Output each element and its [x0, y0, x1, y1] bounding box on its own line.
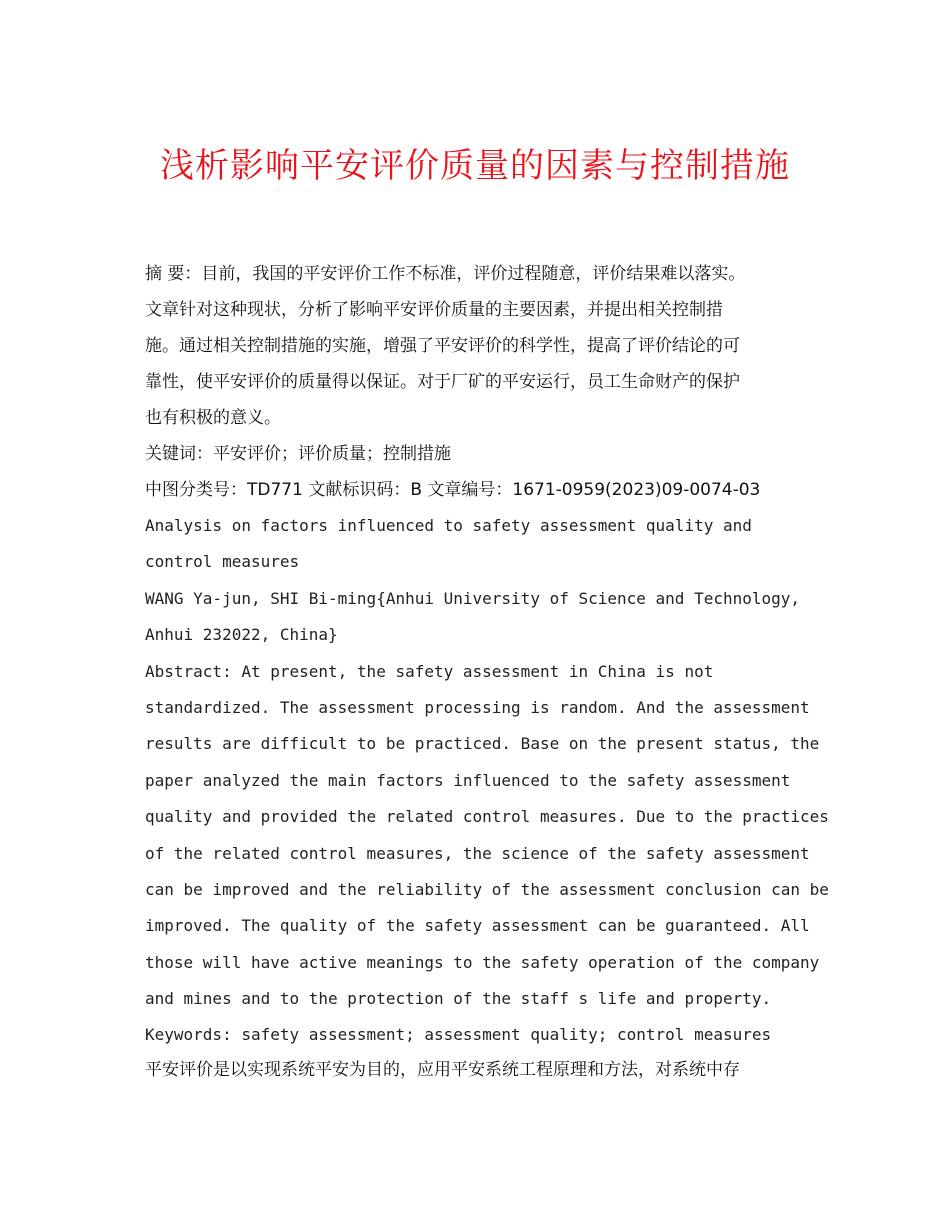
- chinese-abstract-line: 靠性，使平安评价的质量得以保证。对于厂矿的平安运行，员工生命财产的保护: [145, 372, 740, 392]
- english-abstract-line: standardized. The assessment processing is random. And the assessment: [145, 698, 810, 718]
- body-paragraph-start: 平安评价是以实现系统平安为目的，应用平安系统工程原理和方法，对系统中存: [145, 1059, 740, 1080]
- english-abstract-line: of the related control measures, the science of the safety assessment: [145, 843, 810, 863]
- english-abstract-line: quality and provided the related control measures. Due to the practices: [145, 807, 829, 827]
- english-keywords: Keywords: safety assessment; assessment quality; control measures: [145, 1024, 772, 1044]
- document-body: [145, 256, 829, 1088]
- english-abstract-line: those will have active meanings to the safety operation of the company: [145, 952, 820, 972]
- chinese-abstract: [145, 256, 815, 436]
- english-abstract-line: Abstract: At present, the safety assessment in China is not: [145, 661, 714, 681]
- english-abstract-line: paper analyzed the main factors influenced to the safety assessment: [145, 770, 791, 790]
- english-title: [145, 508, 815, 581]
- english-abstract: [145, 654, 829, 1018]
- english-abstract-line: can be improved and the reliability of the assessment conclusion can be: [145, 880, 829, 900]
- english-title-line: control measures: [145, 552, 300, 572]
- english-abstract-line: results are difficult to be practiced. Base on the present status, the: [145, 734, 820, 754]
- chinese-keywords: 关键词：平安评价；评价质量；控制措施: [145, 444, 451, 464]
- chinese-abstract-line: 施。通过相关控制措施的实施，增强了平安评价的科学性，提高了评价结论的可: [145, 336, 740, 356]
- chinese-abstract-line: 文章针对这种现状，分析了影响平安评价质量的主要因素，并提出相关控制措: [145, 300, 723, 320]
- authors: [145, 581, 815, 654]
- english-abstract-line: improved. The quality of the safety assessment can be guaranteed. All: [145, 916, 810, 936]
- authors-line: Anhui 232022, China}: [145, 625, 338, 645]
- authors-line: WANG Ya-jun, SHI Bi-ming{Anhui University of Science and Technology,: [145, 588, 801, 608]
- document-title: 浅析影响平安评价质量的因素与控制措施: [160, 146, 790, 186]
- english-abstract-line: and mines and to the protection of the staff s life and property.: [145, 989, 772, 1009]
- classification-info: 中图分类号：TD771 文献标识码：B 文章编号：1671-0959(2023)09-0074-03: [145, 480, 761, 500]
- english-title-line: Analysis on factors influenced to safety assessment quality and: [145, 516, 752, 535]
- chinese-abstract-line: 摘 要：目前，我国的平安评价工作不标准，评价过程随意，评价结果难以落实。: [145, 264, 746, 284]
- chinese-abstract-line: 也有积极的意义。: [145, 408, 281, 428]
